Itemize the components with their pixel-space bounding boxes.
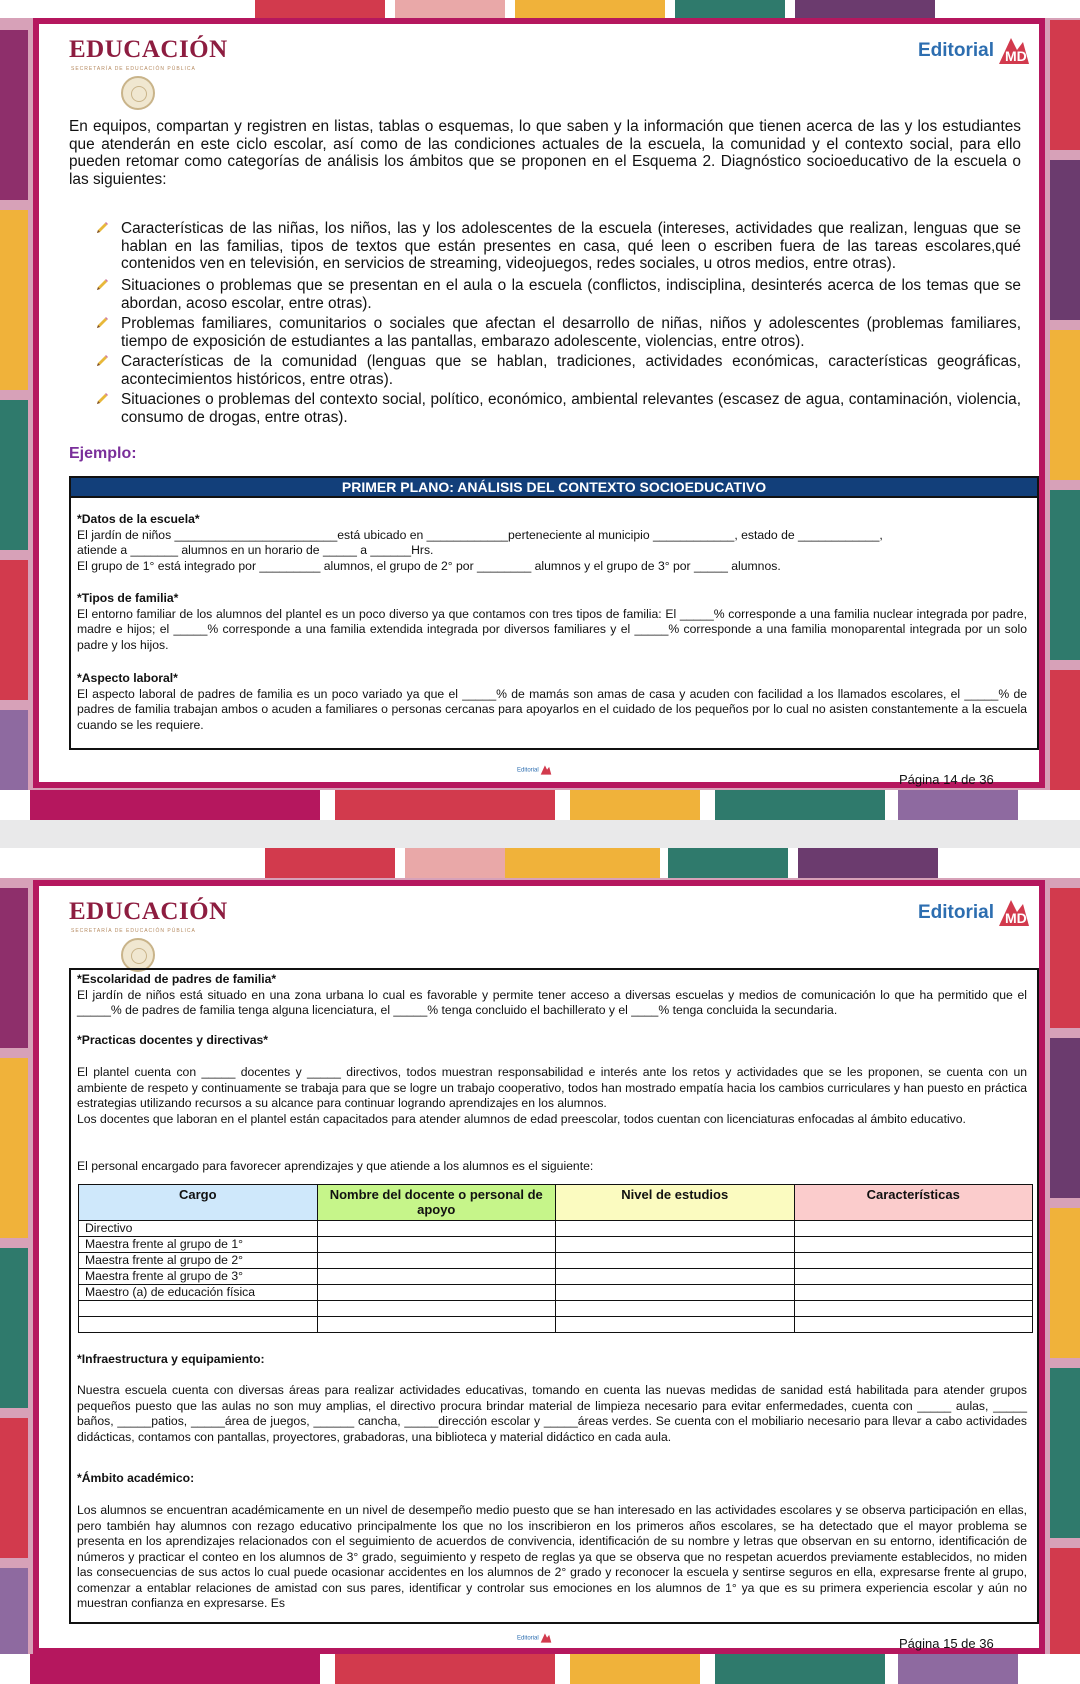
editorial-logo-text: Editorial <box>917 40 994 61</box>
table-header-nombre: Nombre del docente o personal de apoyo <box>317 1185 556 1221</box>
datos-title: *Datos de la escuela* <box>77 512 200 526</box>
table-row <box>79 1237 1033 1253</box>
bullet-text: Situaciones o problemas que se presentan en el aula o la escuela (conflictos, indisciplina, desinterés acerca de los temas que se abordan, acoso escolar, entre otras). <box>121 277 1021 312</box>
empty-cell <box>317 1237 556 1253</box>
footer-editorial-logo <box>517 1632 552 1644</box>
editorial-md-mark: MD <box>1005 910 1027 926</box>
table-row <box>79 1301 1033 1317</box>
pencil-icon <box>95 316 109 330</box>
escolaridad-section <box>77 972 1027 1019</box>
contexto-box <box>69 476 1039 750</box>
editorial-md-icon <box>997 896 1031 930</box>
document-page-15 <box>33 880 1045 1654</box>
table-row <box>79 1269 1033 1285</box>
table-row <box>79 1317 1033 1333</box>
laboral-text: El aspecto laboral de padres de familia es un poco variado ya que el _____% de mamás son amas de casa y acuden con facilidad a los llamados escolares, el _____% de padres de familia trabajan ambos o acuden a familiares o personas cercanas para apoyarlos en el cuidado de los pequeños por lo cual no asisten constantemente a la escuela cuando se les requiere. <box>77 686 1027 732</box>
table-row <box>79 1221 1033 1237</box>
educacion-logo: EDUCACIÓN <box>69 898 228 925</box>
bullet-item <box>95 391 1021 427</box>
page-number: Página 15 de 36 <box>899 1636 994 1651</box>
page-number: Página 14 de 36 <box>899 772 994 787</box>
table-header-cargo: Cargo <box>79 1185 318 1221</box>
footer-editorial-text: Editorial <box>517 1635 539 1642</box>
escolaridad-title: *Escolaridad de padres de familia* <box>77 972 277 986</box>
contexto-box-continued <box>69 968 1039 1624</box>
footer-editorial-text: Editorial <box>517 767 539 774</box>
table-header-caracteristicas: Características <box>794 1185 1033 1221</box>
empty-cell <box>317 1253 556 1269</box>
datos-section <box>77 512 1027 574</box>
ambito-text: Los alumnos se encuentran académicamente en un nivel de desempeño medio puesto que se han interesado en las actividades escolares y se observa participación en ellas, pero también hay alumnos con rezago educativo principalmente los que no los inscribieron en los primeros años escolares, se ha detectado que el mayor problema se presenta en los aprendizajes relacionados con el seguimiento de acuerdos de convivencia, identificación de su nombre y letras que observan en su entorno, identificación de números y practicar el conteo en los alumnos de 3° grado, seguimiento y respeto de reglas ya que se observa que no respetan acuerdos previamente establecidos, no miden las consecuencias de sus actos lo cual puede ocasionar accidentes en los alumnos de 2° grado y reconocer la escuela y sentirse seguros en ella, expresarse frente al grupo, comenzar a entablar relaciones de amistad con sus pares, identificar y controlar sus emociones en los alumnos de 1° ya que es su primera experiencia escolar y aún no muestran confianza en expresarse. Es <box>77 1503 1027 1610</box>
practicas-title <box>77 1033 1027 1049</box>
bullet-item <box>95 315 1021 351</box>
ejemplo-label: Ejemplo: <box>69 445 137 462</box>
empty-cell <box>794 1253 1033 1269</box>
editorial-logo-text: Editorial <box>917 902 994 923</box>
contexto-box-title: PRIMER PLANO: ANÁLISIS DEL CONTEXTO SOCIOEDUCATIVO <box>71 478 1037 498</box>
bullet-text: Situaciones o problemas del contexto social, político, económico, ambiental relevantes (escasez de agua, contaminación, violencia, consumo de drogas, entre otras). <box>121 391 1021 426</box>
staff-table <box>78 1184 1033 1333</box>
bullet-item <box>95 353 1021 389</box>
tipos-title: *Tipos de familia* <box>77 591 179 605</box>
table-row <box>79 1285 1033 1301</box>
editorial-md-icon <box>997 34 1031 68</box>
empty-cell <box>556 1237 795 1253</box>
bullet-item <box>95 220 1021 274</box>
empty-cell <box>556 1285 795 1301</box>
cargo-cell: Maestra frente al grupo de 1° <box>79 1237 318 1253</box>
tipos-text: El entorno familiar de los alumnos del plantel es un poco diverso ya que contamos con tres tipos de familia: El _____% corresponde a una familia nuclear integrada por padre, madre e hijos; el _____% corresponde a una familia extendida integrada por diversos familiares y el _____% corresponde a una familia monoparental integrada por un solo padre y los hijos. <box>77 606 1027 652</box>
footer-editorial-logo <box>517 764 552 776</box>
empty-cell <box>317 1221 556 1237</box>
cargo-cell: Maestro (a) de educación física <box>79 1285 318 1301</box>
cargo-cell <box>79 1301 318 1317</box>
laboral-section <box>77 671 1027 733</box>
empty-cell <box>556 1301 795 1317</box>
empty-cell <box>317 1301 556 1317</box>
empty-cell <box>794 1285 1033 1301</box>
seal-icon <box>121 76 155 110</box>
ambito-title <box>77 1471 1027 1487</box>
bullet-item <box>95 277 1021 313</box>
cargo-cell: Maestra frente al grupo de 3° <box>79 1269 318 1285</box>
empty-cell <box>794 1301 1033 1317</box>
empty-cell <box>556 1253 795 1269</box>
editorial-md-mark: MD <box>1005 48 1027 64</box>
document-page-14 <box>33 18 1045 788</box>
empty-cell <box>794 1317 1033 1333</box>
table-row <box>79 1253 1033 1269</box>
infra-text: Nuestra escuela cuenta con diversas áreas para realizar actividades educativas, tomando en cuenta las nuevas medidas de sanidad está habilitada para atender grupos pequeños puesto que las aulas no son muy amplias, el directivo procura brindar material de limpieza necesario para evitar enfermedades, cuenta con _____ aulas, _____ baños, _____patios, _____área de juegos, ______ cancha, _____dirección escolar y _____áreas verdes. Se cuenta con el mobiliario necesario para llevar a cabo actividades didácticas, contamos con pantallas, proyectores, grabadoras, una biblioteca y material didáctico en cada aula. <box>77 1383 1027 1444</box>
practicas-text-1: El plantel cuenta con _____ docentes y _____ directivos, todos muestran responsabilidad e interés ante los retos y actividades que se les proponen, se cuenta con un ambiente de respeto y continuamente se trabaja para que se logre un trabajo cooperativo, todos han mostrado empatía hacia los cambios curriculares y han puesto en práctica estrategias utilizando recursos a su alcance para continuar logrando aprendizajes en los alumnos. <box>77 1065 1027 1110</box>
escolaridad-text: El jardín de niños está situado en una zona urbana lo cual es favorable y permite tener acceso a diversas escuelas y medios de comunicación lo que ha permitido que el _____% de padres de familia tenga alguna licenciatura, el _____% tenga concluido el bachillerato y el ____% tenga concluida la secundaria. <box>77 987 1027 1017</box>
empty-cell <box>556 1269 795 1285</box>
editorial-logo <box>918 34 1031 68</box>
bullet-text: Características de la comunidad (lenguas que se hablan, tradiciones, actividades económicas, características geográficas, acontecimientos históricos, entre otras). <box>121 353 1021 388</box>
pencil-icon <box>95 221 109 235</box>
educacion-subtitle: SECRETARÍA DE EDUCACIÓN PÚBLICA <box>71 66 196 72</box>
table-header-nivel: Nivel de estudios <box>556 1185 795 1221</box>
datos-line-2: atiende a _______ alumnos en un horario de _____ a ______Hrs. <box>77 543 434 557</box>
datos-line-1: El jardín de niños ________________________está ubicado en ____________perteneciente al municipio ____________, estado de ____________, <box>77 527 883 542</box>
empty-cell <box>556 1317 795 1333</box>
infra-title <box>77 1352 1027 1368</box>
seal-icon <box>121 938 155 972</box>
editorial-logo <box>918 896 1031 930</box>
infra-title-text: *Infraestructura y equipamiento: <box>77 1352 265 1366</box>
datos-line-3: El grupo de 1° está integrado por _________ alumnos, el grupo de 2° por ________ alumnos y el grupo de 3° por _____ alumnos. <box>77 558 781 573</box>
pencil-icon <box>95 392 109 406</box>
educacion-subtitle: SECRETARÍA DE EDUCACIÓN PÚBLICA <box>71 928 196 934</box>
empty-cell <box>794 1269 1033 1285</box>
ambito-title-text: *Ámbito académico: <box>77 1471 195 1485</box>
empty-cell <box>317 1317 556 1333</box>
cargo-cell <box>79 1317 318 1333</box>
practicas-title-text: *Practicas docentes y directivas* <box>77 1033 269 1047</box>
personal-intro: El personal encargado para favorecer aprendizajes y que atiende a los alumnos es el siguiente: <box>77 1159 594 1173</box>
cargo-cell: Maestra frente al grupo de 2° <box>79 1253 318 1269</box>
intro-paragraph: En equipos, compartan y registren en listas, tablas o esquemas, lo que saben y la información que tienen acerca de las y los estudiantes que atenderán en este ciclo escolar, así como de las condiciones actuales de la escuela, la comunidad y el contexto social, para ello pueden retomar como categorías de análisis los ámbitos que se proponen en el Esquema 2. Diagnóstico socioeducativo de la escuela o las siguientes: <box>69 118 1021 188</box>
practicas-text-2: Los docentes que laboran en el plantel están capacitados para atender alumnos de edad preescolar, todos cuentan con licenciaturas enfocadas al ámbito educativo. <box>77 1112 966 1126</box>
cargo-cell: Directivo <box>79 1221 318 1237</box>
empty-cell <box>794 1221 1033 1237</box>
empty-cell <box>556 1221 795 1237</box>
bullet-text: Problemas familiares, comunitarios o sociales que afectan el desarrollo de niñas, niños y adolescentes (problemas familiares, tiempo de exposición de estudiantes a las pantallas, embarazo adolescente, violencias, entre otros). <box>121 315 1021 350</box>
educacion-logo: EDUCACIÓN <box>69 36 228 63</box>
bullet-text: Características de las niñas, los niños, las y los adolescentes de la escuela (intereses, actividades que realizan, lenguas que se hablan en las familias, tipos de textos que están presentes en casa, qué leen o escriben fuera de las tareas escolares,qué contenidos ven en televisión, en servicios de streaming, videojuegos, redes sociales, u otros medios, entre otras). <box>121 220 1021 272</box>
empty-cell <box>317 1285 556 1301</box>
empty-cell <box>794 1237 1033 1253</box>
pencil-icon <box>95 278 109 292</box>
empty-cell <box>317 1269 556 1285</box>
tipos-section <box>77 591 1027 653</box>
pencil-icon <box>95 354 109 368</box>
laboral-title: *Aspecto laboral* <box>77 671 178 685</box>
